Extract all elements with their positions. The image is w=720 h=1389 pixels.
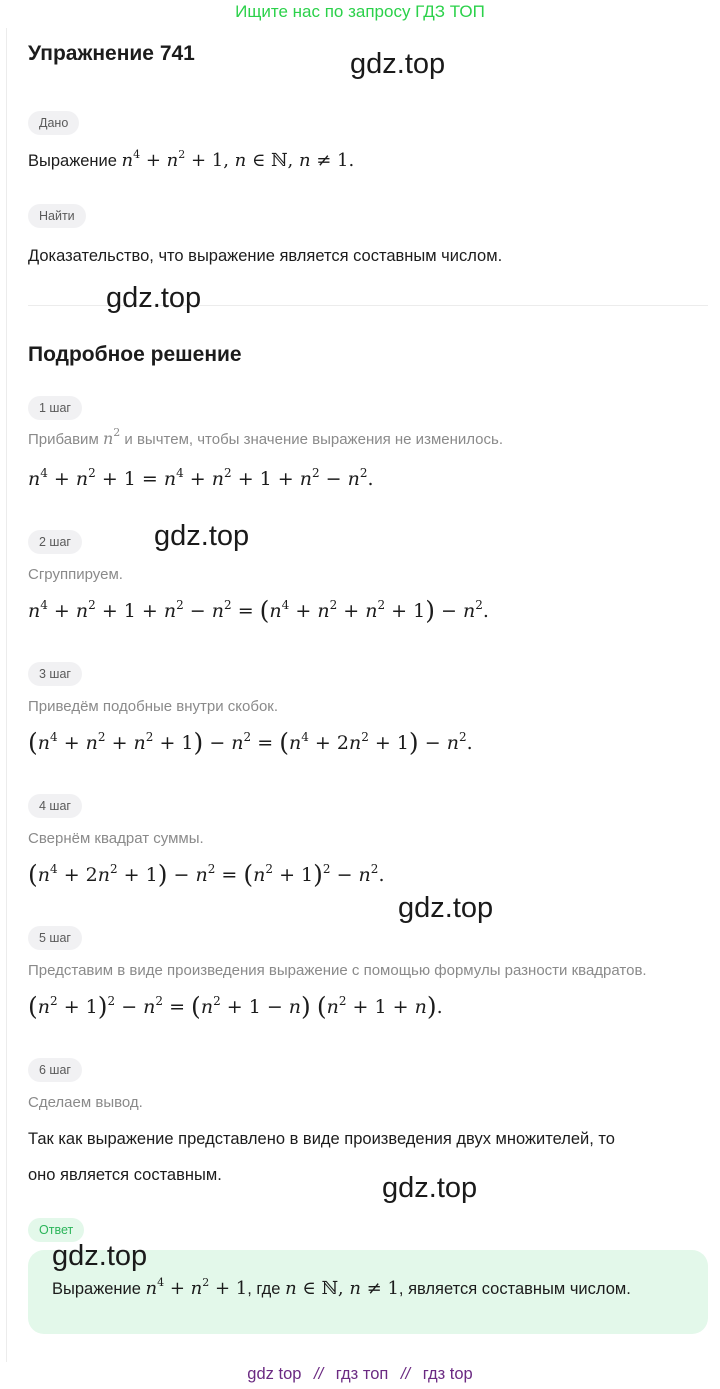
watermark: gdz.top: [154, 520, 250, 552]
step-3-formula: $(n^4 + n^2 + n^2 + 1) - n^2 = (n^4 + 2n^2 + 1) - n^2$.: [28, 728, 473, 757]
answer-mid: , где: [247, 1280, 281, 1298]
answer-pre: Выражение: [52, 1280, 141, 1298]
step-1-note-pre: Прибавим: [28, 431, 99, 448]
step-4-formula: $(n^4 + 2n^2 + 1) - n^2 = (n^2 + 1)^2 - n^2$.: [28, 860, 385, 889]
given-statement: [28, 149, 354, 173]
answer-post: , является составным числом.: [398, 1280, 631, 1298]
footer-separator: //: [314, 1365, 324, 1383]
step-6-label: 6 шаг: [28, 1058, 82, 1082]
watermark: gdz.top: [52, 1240, 148, 1272]
card-left-edge: [0, 28, 7, 1362]
find-text: Доказательство, что выражение является составным числом.: [28, 247, 503, 265]
conclusion-line-1: Так как выражение представлено в виде произведения двух множителей, то: [28, 1130, 615, 1148]
watermark: gdz.top: [106, 282, 202, 314]
step-4-label: 4 шаг: [28, 794, 82, 818]
footer-link-gdz-top[interactable]: gdz top: [247, 1365, 302, 1383]
step-6-note: Сделаем вывод.: [28, 1094, 143, 1111]
step-1-note: Прибавим $n^2$ и вычтем, чтобы значение выражения не изменилось.: [28, 426, 504, 448]
exercise-title: Упражнение 741: [28, 42, 195, 65]
watermark: gdz.top: [398, 892, 494, 924]
footer-separator: //: [400, 1365, 411, 1383]
find-label: Найти: [28, 204, 86, 228]
footer-link-gdz-top-mixed[interactable]: гдз top: [422, 1365, 473, 1383]
given-label: Дано: [28, 111, 79, 135]
step-2-note: Сгруппируем.: [28, 566, 123, 583]
step-3-note: Приведём подобные внутри скобок.: [28, 698, 279, 715]
top-banner[interactable]: Ищите нас по запросу ГДЗ ТОП: [235, 2, 485, 21]
given-text: Выражение: [28, 152, 117, 170]
given-formula: $n^4 + n^2 + 1$, n ∈ ℕ, n ≠ 1.: [121, 148, 355, 171]
watermark: gdz.top: [382, 1172, 478, 1204]
footer-links: [0, 1362, 720, 1386]
step-5-label: 5 шаг: [28, 926, 82, 950]
watermark: gdz.top: [350, 48, 446, 80]
step-1-note-post: и вычтем, чтобы значение выражения не изменилось.: [124, 431, 504, 448]
conclusion-line-2: оно является составным.: [28, 1166, 222, 1184]
solution-title: Подробное решение: [28, 343, 242, 366]
step-2-formula: $n^4 + n^2 + 1 + n^2 - n^2 = (n^4 + n^2 + n^2 + 1) - n^2$.: [28, 596, 489, 625]
step-5-formula: $(n^2 + 1)^2 - n^2 = (n^2 + 1 - n) (n^2 + 1 + n)$.: [28, 992, 443, 1021]
footer-link-gdz-top-ru[interactable]: гдз топ: [335, 1365, 389, 1383]
answer-statement: Выражение $n^4 + n^2 + 1$, где n ∈ ℕ, n ≠ 1, является составным числом.: [52, 1276, 631, 1299]
step-2-label: 2 шаг: [28, 530, 82, 554]
step-5-note: Представим в виде произведения выражение с помощью формулы разности квадратов.: [28, 962, 647, 979]
step-1-formula: $n^4 + n^2 + 1 = n^4 + n^2 + 1 + n^2 - n^2$.: [28, 466, 374, 490]
answer-label: Ответ: [28, 1218, 84, 1242]
step-3-label: 3 шаг: [28, 662, 82, 686]
step-1-label: 1 шаг: [28, 396, 82, 420]
step-4-note: Свернём квадрат суммы.: [28, 830, 204, 847]
